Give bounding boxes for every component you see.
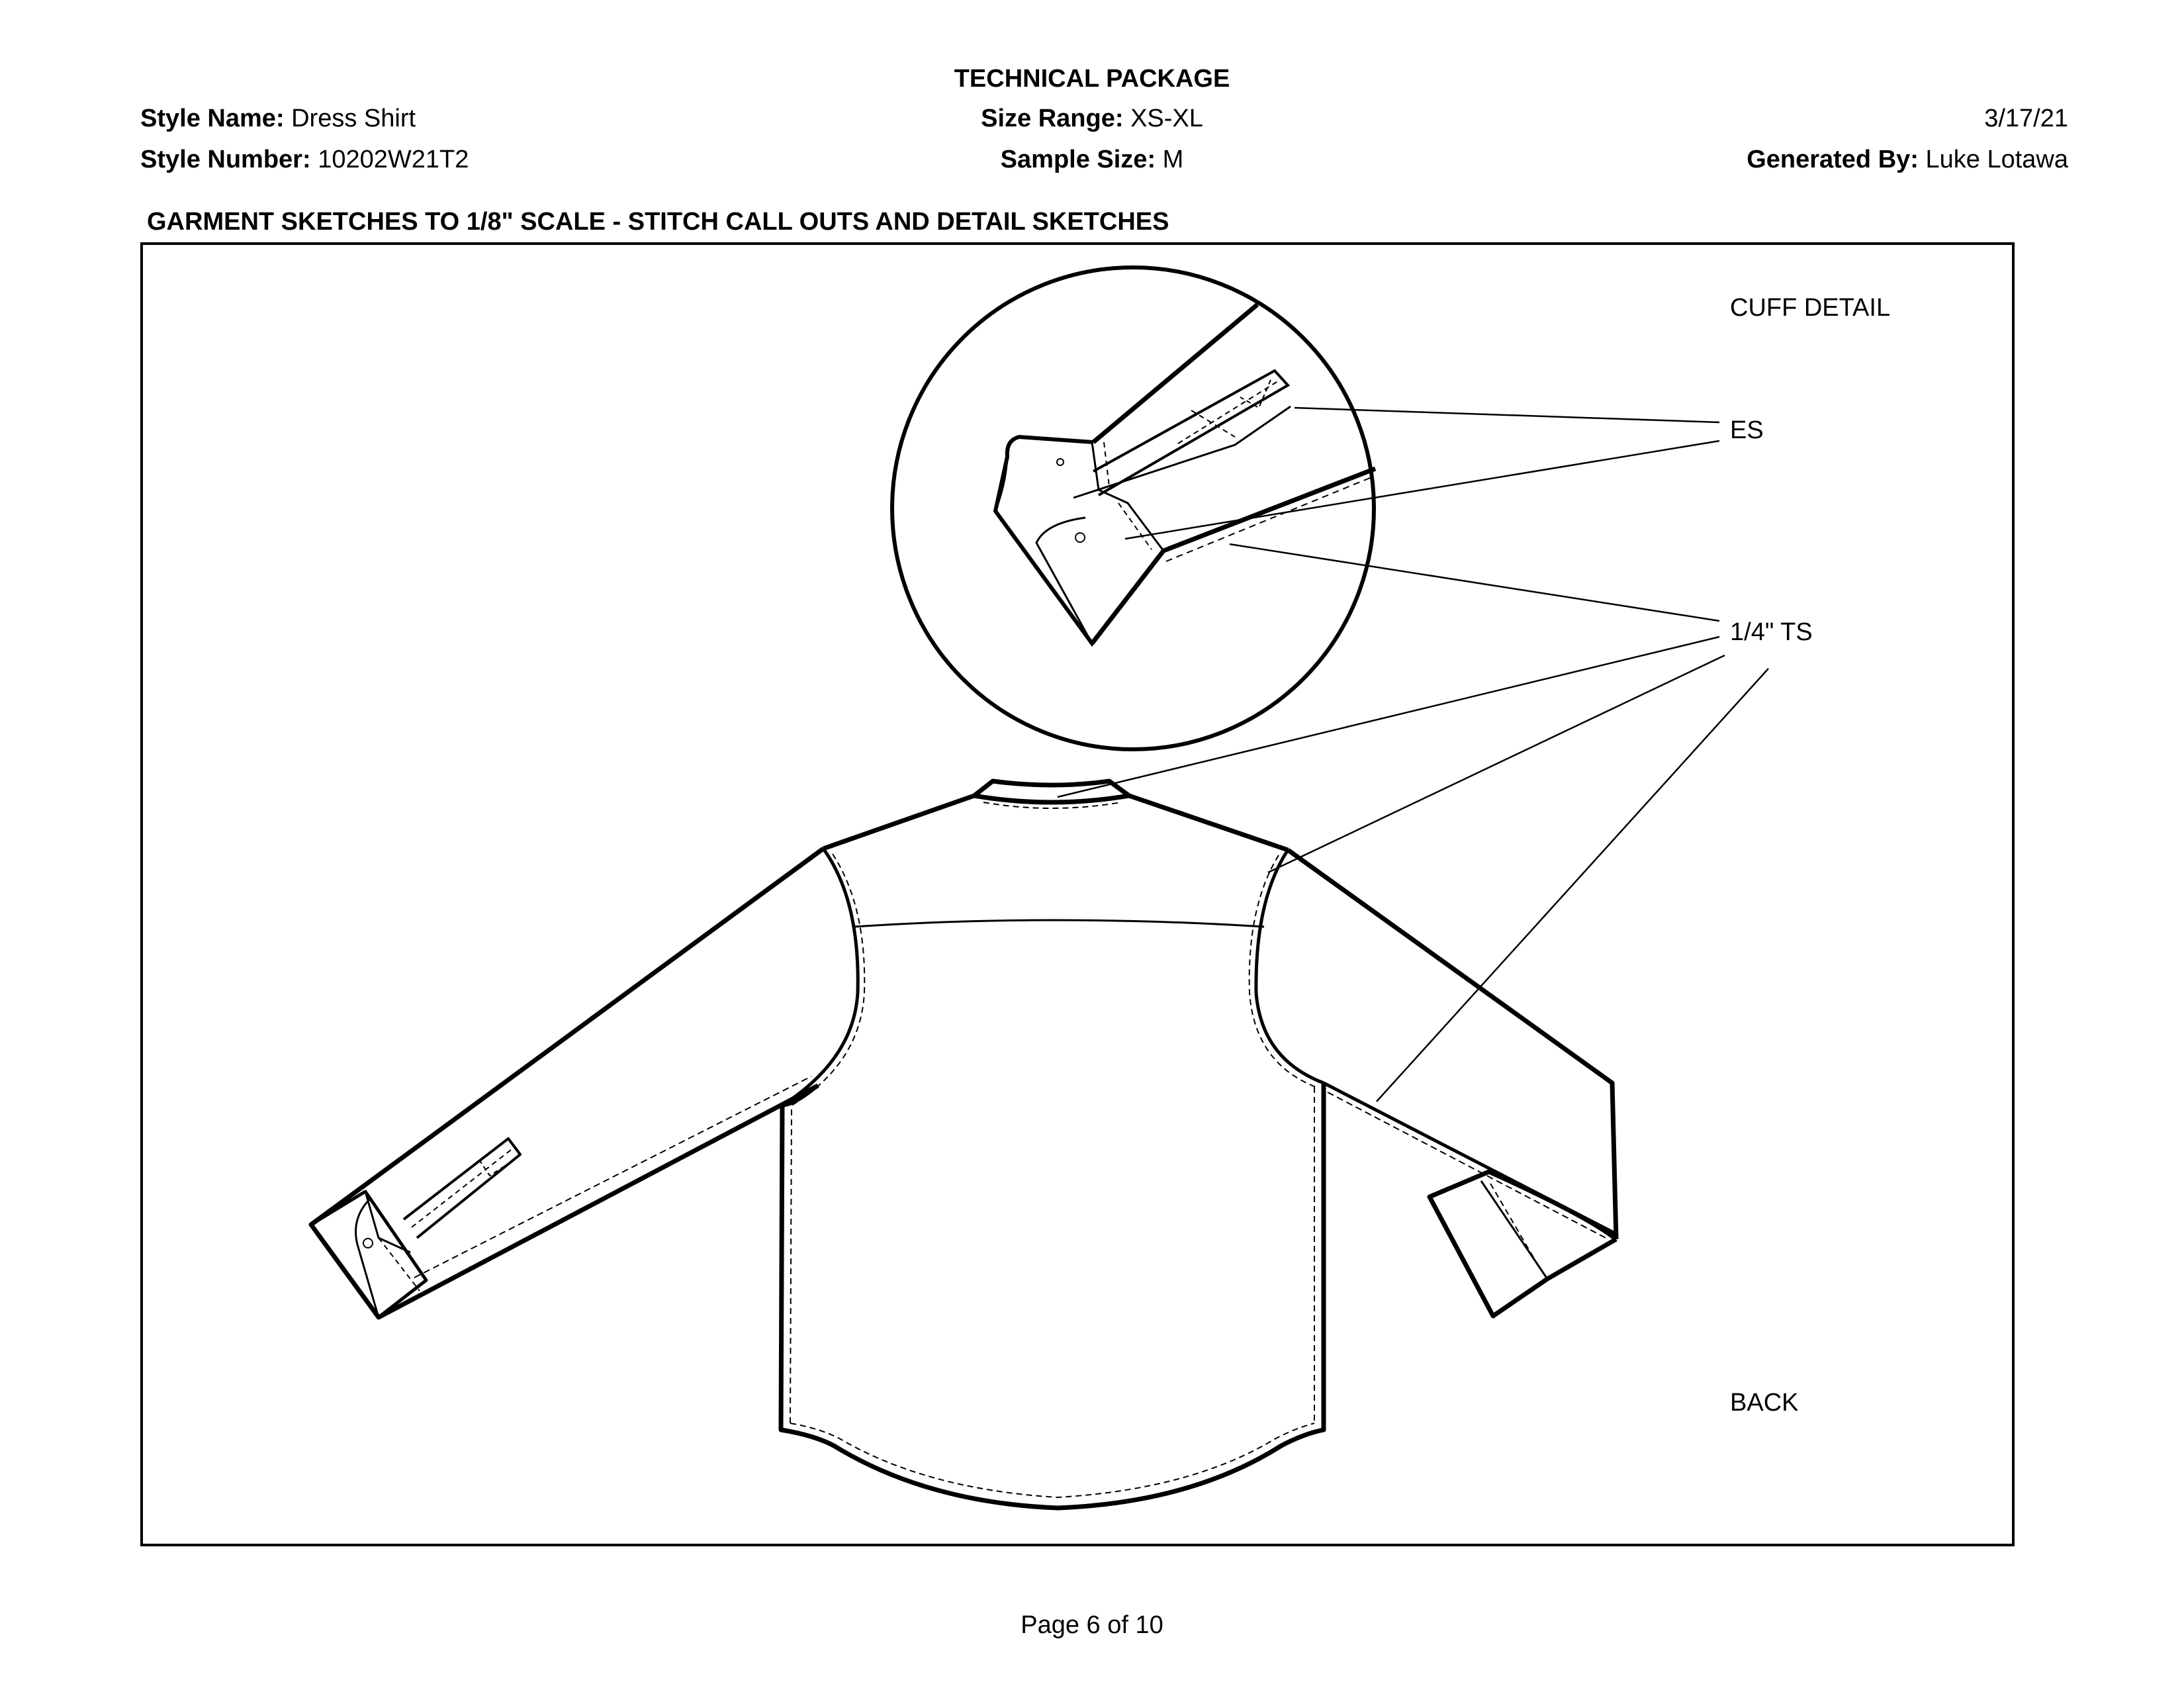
callout-leader-lines [1058, 408, 1768, 1102]
size-range-label: Size Range: [981, 105, 1124, 132]
page-title: TECHNICAL PACKAGE [954, 65, 1230, 93]
generated-by-label: Generated By: [1747, 146, 1919, 173]
style-number-value: 10202W21T2 [318, 146, 469, 173]
sample-size-label: Sample Size: [1000, 146, 1156, 173]
cuff-detail-circle [892, 267, 1375, 749]
size-range-value: XS-XL [1130, 105, 1203, 132]
style-name-value: Dress Shirt [291, 105, 416, 132]
view-label-back: BACK [1730, 1389, 1799, 1417]
sample-size-value: M [1162, 146, 1184, 173]
shirt-back-sketch [311, 781, 1616, 1508]
topstitch-callout-label: 1/4" TS [1730, 618, 1813, 646]
generated-by-value: Luke Lotawa [1925, 146, 2068, 173]
es-callout-label: ES [1730, 416, 1764, 444]
date: 3/17/21 [1984, 105, 2068, 132]
style-number-label: Style Number: [140, 146, 311, 173]
sketch-frame [142, 244, 2013, 1545]
section-title: GARMENT SKETCHES TO 1/8" SCALE - STITCH CALL OUTS AND DETAIL SKETCHES [147, 208, 1169, 236]
style-name-label: Style Name: [140, 105, 285, 132]
cuff-detail-label: CUFF DETAIL [1730, 294, 1891, 322]
page-number: Page 6 of 10 [1021, 1611, 1163, 1639]
